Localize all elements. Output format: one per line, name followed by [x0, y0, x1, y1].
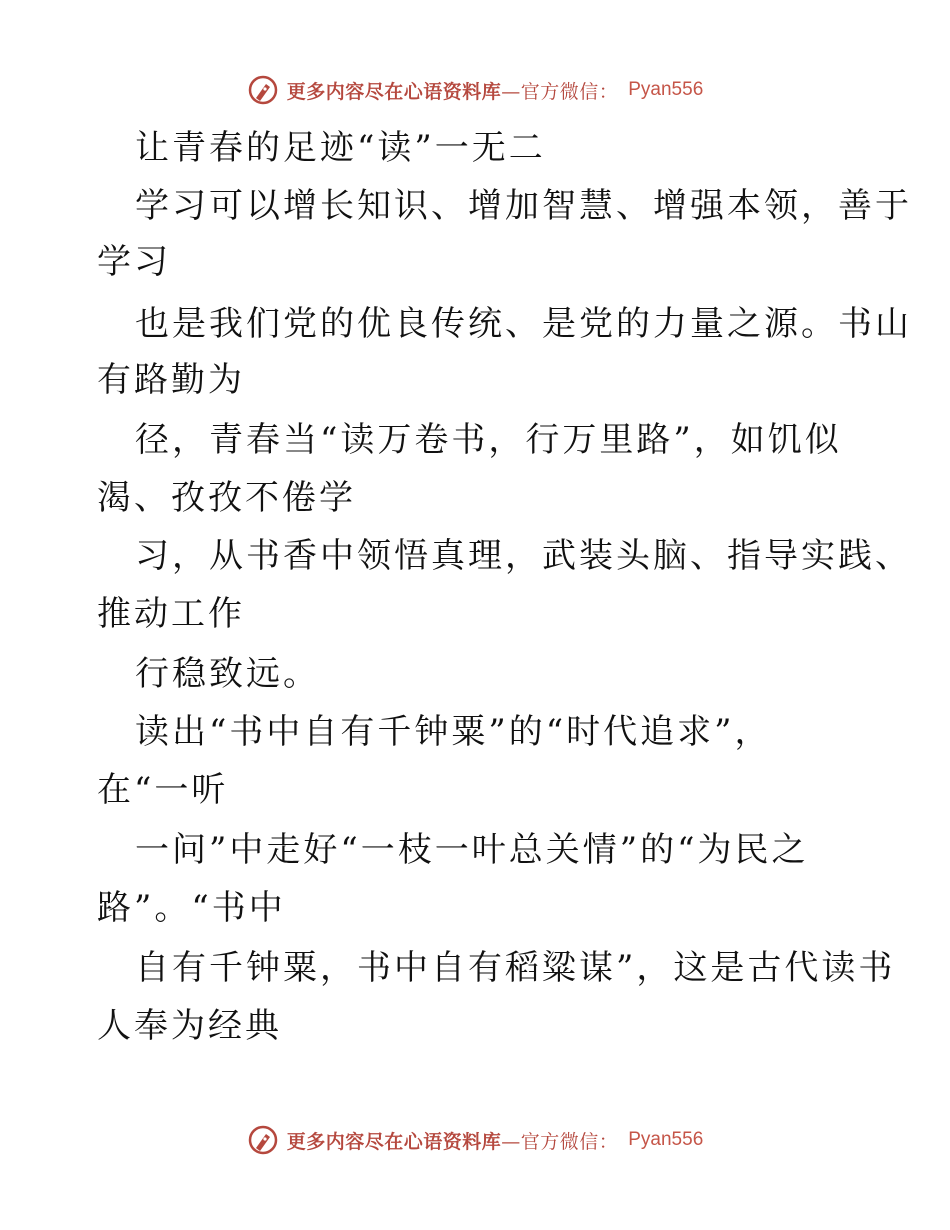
body-line: 也是我们党的优良传统、是党的力量之源。书山: [135, 304, 912, 344]
watermark-wechat-label: —官方微信：: [501, 80, 619, 103]
body-line: 在“一听: [97, 770, 229, 810]
watermark-wechat-label: —官方微信：: [501, 1130, 619, 1153]
header-watermark: [0, 70, 950, 110]
body-line: 径，青春当“读万卷书，行万里路”，如饥似: [135, 420, 842, 460]
body-line: 一问”中走好“一枝一叶总关情”的“为民之: [135, 830, 809, 870]
body-line: 习，从书香中领悟真理，武装头脑、指导实践、: [135, 536, 912, 576]
body-line: 让青春的足迹“读”一无二: [135, 128, 546, 168]
body-line: 行稳致远。: [135, 654, 320, 694]
body-line: 自有千钟粟，书中自有稻粱谋”，这是古代读书: [135, 948, 896, 988]
body-line: 学习可以增长知识、增加智慧、增强本领，善于: [135, 186, 912, 226]
pen-nib-logo-icon: [247, 1124, 279, 1156]
watermark-wechat-handle: Pyan556: [628, 1129, 704, 1150]
footer-watermark: [0, 1120, 950, 1160]
body-line: 有路勤为: [97, 360, 245, 400]
body-line: 渴、孜孜不倦学: [97, 478, 356, 518]
body-line: 推动工作: [97, 594, 245, 634]
body-line: 读出“书中自有千钟粟”的“时代追求”，: [135, 712, 772, 752]
pen-nib-logo-icon: [247, 74, 279, 106]
watermark-brand-text: 更多内容尽在心语资料库: [286, 80, 502, 103]
watermark-wechat-handle: Pyan556: [628, 79, 704, 100]
watermark-brand-text: 更多内容尽在心语资料库: [286, 1130, 502, 1153]
body-line: 人奉为经典: [97, 1006, 282, 1046]
body-line: 路”。“书中: [97, 888, 286, 928]
body-line: 学习: [97, 242, 171, 282]
